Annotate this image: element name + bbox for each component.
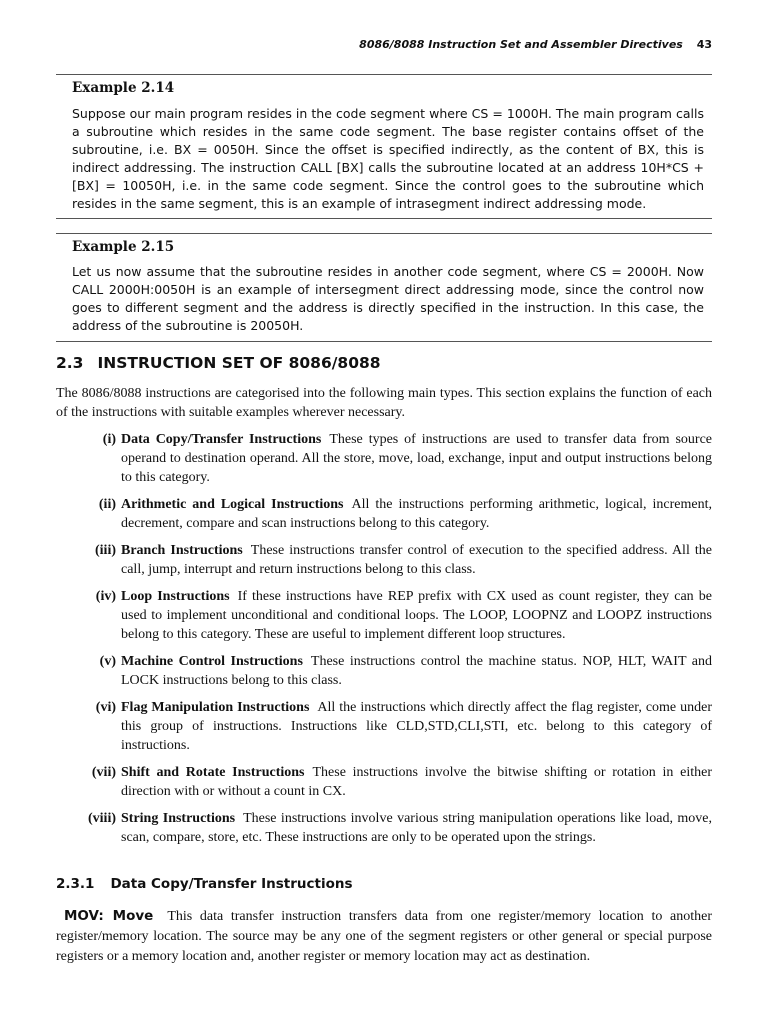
section-2-3-1-title: Data Copy/Transfer Instructions <box>110 876 353 892</box>
instruction-type-term: Arithmetic and Logical Instructions <box>121 497 344 512</box>
instruction-type-term: Shift and Rotate Instructions <box>121 765 305 780</box>
instruction-type-item <box>56 652 712 690</box>
instruction-type-numeral: (viii) <box>88 811 116 826</box>
instruction-type-body <box>121 809 712 847</box>
instruction-type-text: All the instructions which directly affect the flag register, come under this group of instructions. Instructions like CLD,STD,CLI,STI, etc. belong to this category of instructions. <box>121 700 712 753</box>
example-2-14-bottom-rule <box>56 218 712 219</box>
instruction-type-numeral: (v) <box>99 654 116 669</box>
instruction-type-item <box>56 698 712 755</box>
section-2-3-heading <box>56 354 381 372</box>
instruction-type-text: These types of instructions are used to transfer data from source operand to destination operand. All the store, move, load, exchange, input and output instructions belong to this category. <box>121 432 712 485</box>
example-2-14-title: Example 2.14 <box>72 80 175 96</box>
example-2-14-top-rule <box>56 74 712 75</box>
section-2-3-intro: The 8086/8088 instructions are categorised into the following main types. This section explains the function of each of the instructions with suitable examples wherever necessary. <box>56 386 712 420</box>
instruction-type-body <box>121 652 712 690</box>
section-2-3-number: 2.3 <box>56 354 84 372</box>
instruction-type-body <box>121 495 712 533</box>
section-2-3-1-heading <box>56 876 353 892</box>
instruction-type-text: These instructions involve various string manipulation operations like load, move, scan, compare, store, etc. These instructions are only to be operated upon the strings. <box>121 811 712 845</box>
instruction-type-numeral: (iv) <box>95 589 116 604</box>
instruction-type-body <box>121 698 712 755</box>
instruction-type-body <box>121 587 712 644</box>
instruction-type-term: Flag Manipulation Instructions <box>121 700 310 715</box>
running-header <box>359 38 712 51</box>
instruction-type-item <box>56 809 712 847</box>
example-2-15-title: Example 2.15 <box>72 239 175 255</box>
instruction-type-text: If these instructions have REP prefix with CX used as count register, they can be used to implement unconditional and conditional loops. The LOOP, LOOPNZ and LOOPZ instructions belong to this category. These are useful to implement different loop structures. <box>121 589 713 642</box>
instruction-type-term: Machine Control Instructions <box>121 654 303 669</box>
instruction-type-text: These instructions involve the bitwise shifting or rotation in either direction with or without a count in CX. <box>121 765 712 799</box>
instruction-type-numeral: (iii) <box>95 543 116 558</box>
example-2-15-text: Let us now assume that the subroutine resides in another code segment, where CS = 2000H. Now CALL 2000H:0050H is an example of intersegment direct addressing mode, since the control now goes to different segment and the address is directly specified in the instruction. In this case, the address of the subroutine is 20050H. <box>72 264 704 333</box>
section-2-3-1-number: 2.3.1 <box>56 876 95 892</box>
instruction-type-item <box>56 495 712 533</box>
instruction-type-text: These instructions control the machine status. NOP, HLT, WAIT and LOCK instructions belong to this class. <box>121 654 712 688</box>
instruction-type-item <box>56 587 712 644</box>
instruction-type-body <box>121 763 712 801</box>
instruction-type-term: Branch Instructions <box>121 543 243 558</box>
instruction-type-numeral: (i) <box>102 432 116 447</box>
example-2-15-top-rule <box>56 233 712 234</box>
instruction-type-numeral: (vii) <box>91 765 116 780</box>
running-header-title: 8086/8088 Instruction Set and Assembler Directives <box>359 38 683 51</box>
instruction-type-term: Data Copy/Transfer Instructions <box>121 432 322 447</box>
mov-text: This data transfer instruction transfers data from one register/memory location to another register/memory location. The source may be any one of the segment registers or other general or special purpose registers or a memory location and, another register or memory location may act as destination. <box>56 909 712 964</box>
instruction-type-item <box>56 763 712 801</box>
section-2-3-title: INSTRUCTION SET OF 8086/8088 <box>97 354 381 372</box>
example-2-14-text: Suppose our main program resides in the code segment where CS = 1000H. The main program calls a subroutine which resides in the same code segment. The base register contains offset of the subroutine, i.e. BX = 0050H. Since the offset is specified indirectly, as the content of BX, this is indirect addressing. The instruction CALL [BX] calls the subroutine located at an address 10H*CS + [BX] = 10050H, i.e. in the same code segment. Since the control goes to the subroutine which resides in the same segment, this is an example of intrasegment indirect addressing mode. <box>72 106 704 211</box>
instruction-type-numeral: (ii) <box>98 497 116 512</box>
instruction-type-text: These instructions transfer control of execution to the specified address. All the call, jump, interrupt and return instructions belong to this class. <box>121 543 713 577</box>
instruction-type-item <box>56 541 712 579</box>
instruction-type-body <box>121 430 712 487</box>
instruction-type-numeral: (vi) <box>95 700 116 715</box>
instruction-type-text: All the instructions performing arithmetic, logical, increment, decrement, compare and scan instructions belong to this category. <box>121 497 713 531</box>
page-number: 43 <box>696 38 712 51</box>
mov-paragraph <box>56 906 712 967</box>
instruction-types-list <box>56 430 712 855</box>
instruction-type-body <box>121 541 712 579</box>
mov-lead: MOV: Move <box>64 908 154 924</box>
instruction-type-term: String Instructions <box>121 811 236 826</box>
instruction-type-item <box>56 430 712 487</box>
example-2-15-bottom-rule <box>56 341 712 342</box>
instruction-type-term: Loop Instructions <box>121 589 230 604</box>
